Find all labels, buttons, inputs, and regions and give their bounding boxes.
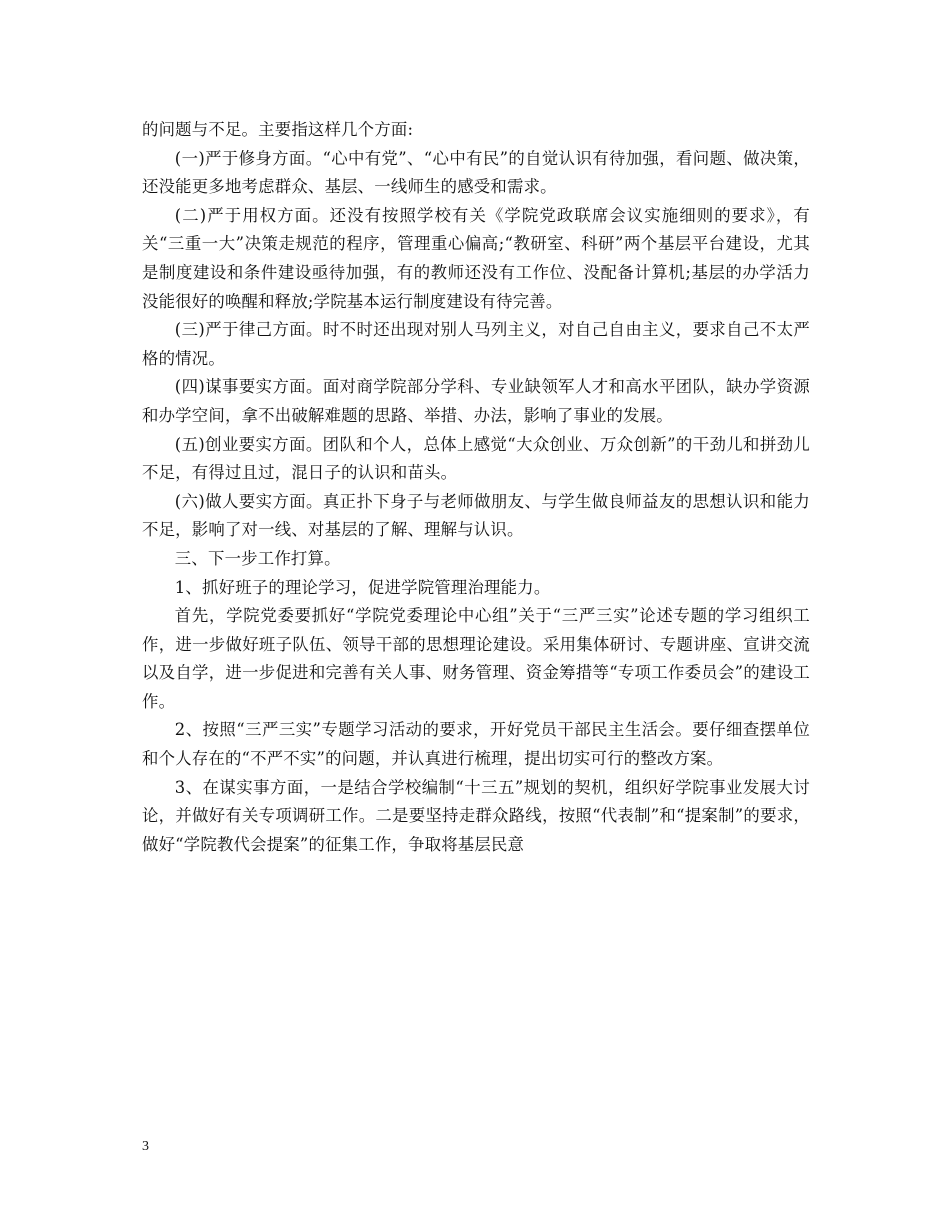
- paragraph-7: (六)做人要实方面。真正扑下身子与老师做朋友、与学生做良师益友的思想认识和能力不足，影响了对一线、对基层的了解、理解与认识。: [142, 491, 810, 540]
- paragraph-3: (二)严于用权方面。还没有按照学校有关《学院党政联席会议实施细则的要求》，有关“三重一大”决策走规范的程序，管理重心偏高;“教研室、科研”两个基层平台建设，尤其是制度建设和条件建设亟待加强，有的教师还没有工作位、没配备计算机;基层的办学活力没能很好的唤醒和释放;学院基本运行制度建设有待完善。: [142, 205, 810, 311]
- page-number: 3: [142, 1139, 149, 1154]
- paragraph-9: 1、抓好班子的理论学习，促进学院管理治理能力。: [174, 577, 551, 597]
- paragraph-1: 的问题与不足。主要指这样几个方面:: [142, 120, 414, 139]
- paragraph-4: (三)严于律己方面。时不时还出现对别人马列主义，对自己自由主义，要求自己不太严格的情况。: [142, 320, 810, 368]
- paragraph-10: 首先，学院党委要抓好“学院党委理论中心组”关于“三严三实”论述专题的学习组织工作，进一步做好班子队伍、领导干部的思想理论建设。采用集体研讨、专题讲座、宣讲交流以及自学，进一步促进和完善有关人事、财务管理、资金筹措等“专项工作委员会”的建设工作。: [142, 606, 810, 711]
- paragraph-6: (五)创业要实方面。团队和个人，总体上感觉“大众创业、万众创新”的干劲儿和拼劲儿不足，有得过且过，混日子的认识和苗头。: [142, 434, 810, 483]
- paragraph-5: (四)谋事要实方面。面对商学院部分学科、专业缺领军人才和高水平团队，缺办学资源和办学空间，拿不出破解难题的思路、举措、办法，影响了事业的发展。: [142, 377, 810, 425]
- document-body: [142, 116, 810, 859]
- paragraph-11: 2、按照“三严三实”专题学习活动的要求，开好党员干部民主生活会。要仔细查摆单位和个人存在的“不严不实”的问题，并认真进行梳理，提出切实可行的整改方案。: [142, 720, 810, 769]
- paragraph-12: 3、在谋实事方面，一是结合学校编制“十三五”规划的契机，组织好学院事业发展大讨论，并做好有关专项调研工作。二是要坚持走群众路线，按照“代表制”和“提案制”的要求，做好“学院教代会提案”的征集工作，争取将基层民意: [142, 777, 810, 854]
- paragraph-2: (一)严于修身方面。“心中有党”、“心中有民”的自觉认识有待加强，看问题、做决策，还没能更多地考虑群众、基层、一线师生的感受和需求。: [142, 148, 810, 197]
- section-heading: 三、下一步工作打算。: [174, 548, 341, 568]
